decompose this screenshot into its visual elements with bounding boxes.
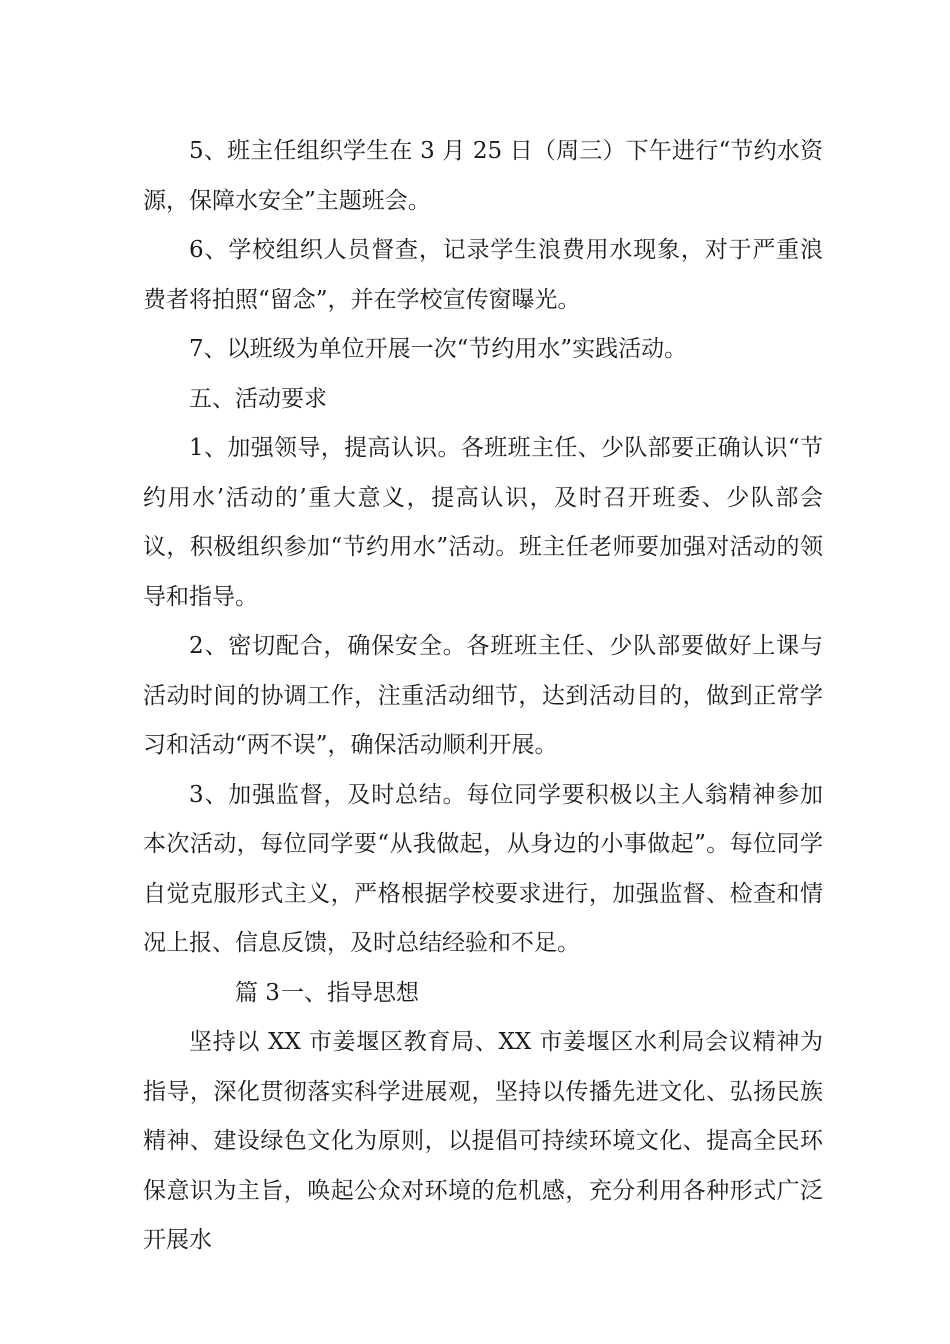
requirement-item-1: 1、加强领导，提高认识。各班班主任、少队部要正确认识“节约用水’活动的’重大意义，提高认识，及时召开班委、少队部会议，积极组织参加“节约用水”活动。班主任老师要加强对活动的领导和指导。 xyxy=(143,435,823,610)
paragraph-item-5: 5、班主任组织学生在 3 月 25 日（周三）下午进行“节约水资源，保障水安全”主题班会。 xyxy=(143,138,823,214)
section3-tag: 篇 3 xyxy=(235,979,280,1006)
guiding-thought-paragraph: 坚持以 XX 市姜堰区教育局、XX 市姜堰区水利局会议精神为指导，深化贯彻落实科学进展观，坚持以传播先进文化、弘扬民族精神、建设绿色文化为原则，以提倡可持续环境文化、提高全民环保意识为主旨，唤起公众对环境的危机感，充分利用各种形式广泛开展水 xyxy=(143,1029,823,1253)
paragraph-item-7: 7、以班级为单位开展一次“节约用水”实践活动。 xyxy=(189,336,688,362)
requirement-item-3: 3、加强监督，及时总结。每位同学要积极以主人翁精神参加本次活动，每位同学要“从我做起，从身边的小事做起”。每位同学自觉克服形式主义，严格根据学校要求进行，加强监督、检查和情况上报、信息反馈，及时总结经验和不足。 xyxy=(143,781,823,956)
section-heading-requirements: 五、活动要求 xyxy=(189,385,327,412)
document-page xyxy=(143,127,823,1266)
requirement-item-2: 2、密切配合，确保安全。各班班主任、少队部要做好上课与活动时间的协调工作，注重活动细节，达到活动目的，做到正常学习和活动“两不误”，确保活动顺利开展。 xyxy=(143,633,823,758)
section3-heading-line xyxy=(143,969,823,1019)
paragraph-item-6: 6、学校组织人员督查，记录学生浪费用水现象，对于严重浪费者将拍照“留念”，并在学校宣传窗曝光。 xyxy=(143,237,823,313)
section3-heading: 一、指导思想 xyxy=(281,979,419,1006)
